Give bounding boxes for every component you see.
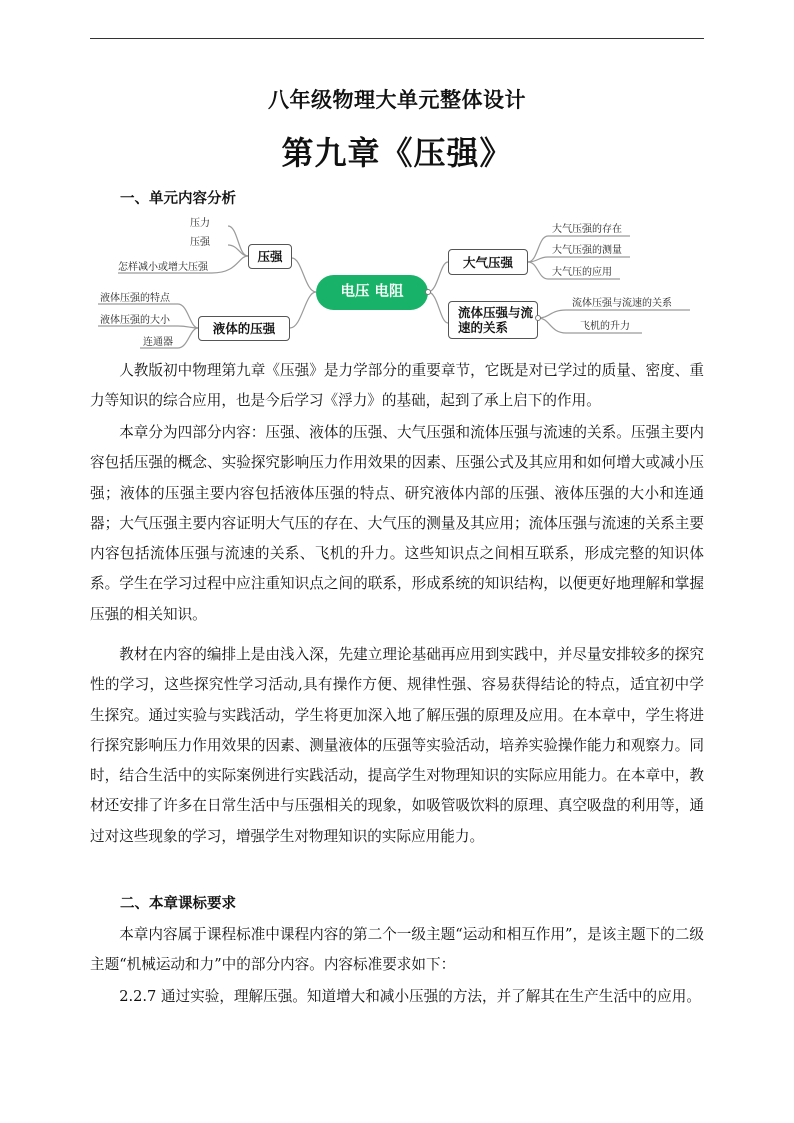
leaf-item: 流体压强与流速的关系 <box>572 298 672 309</box>
connector-dot <box>535 315 541 321</box>
paragraph-standard-item: 2.2.7 通过实验，理解压强。知道增大和减小压强的方法，并了解其在生产生活中的应用。 <box>119 988 701 1005</box>
leaf-item: 大气压的应用 <box>552 267 612 278</box>
branch-pressure: 压强 <box>248 244 292 269</box>
paragraph-intro: 人教版初中物理第九章《压强》是力学部分的重要章节，它既是对已学过的质量、密度、重力等知识的综合应用，也是今后学习《浮力》的基础，起到了承上启下的作用。 <box>90 362 704 410</box>
leaf-item: 液体压强的大小 <box>100 315 170 326</box>
connector-root-pressure <box>292 258 316 292</box>
leaf-item: 液体压强的特点 <box>100 293 170 304</box>
connector-root-atmos <box>428 262 448 292</box>
connector-leaf-8 <box>528 257 630 262</box>
leaf-item: 连通器 <box>143 337 173 348</box>
leaf-item: 压力 <box>190 218 210 229</box>
branch-fluid-line-2: 速的关系 <box>458 320 509 335</box>
section-heading-2: 二、本章课标要求 <box>120 895 236 912</box>
leaf-item: 飞机的升力 <box>580 321 630 332</box>
connector-leaf-1 <box>228 226 248 256</box>
document-title: 八年级物理大单元整体设计 <box>268 87 526 112</box>
leaf-item: 压强 <box>190 237 210 248</box>
paragraph-standard-intro: 本章内容属于课程标准中课程内容的第二个一级主题“运动和相互作用”，是该主题下的二级主题“机械运动和力”中的部分内容。内容标准要求如下： <box>90 926 704 974</box>
branch-fluid-pressure <box>448 301 538 339</box>
branch-liquid-pressure: 液体的压强 <box>198 316 290 341</box>
connector-leaf-10 <box>538 310 690 318</box>
connector-root-fluid <box>428 292 448 323</box>
header-rule <box>90 38 704 39</box>
leaf-item: 大气压强的测量 <box>552 245 622 256</box>
paragraph-arrangement: 教材在内容的编排上是由浅入深，先建立理论基础再应用到实践中，并尽量安排较多的探究性的学习，这些探究性学习活动,具有操作方便、规律性强、容易获得结论的特点，适宜初中学生探究。通过实验与实践活动，学生将更加深入地了解压强的原理及应用。在本章中，学生将进行探究影响压力作用效果的因素、测量液体的压强等实验活动，培养实验操作能力和观察力。同时，结合生活中的实际案例进行实践活动，提高学生对物理知识的实际应用能力。在本章中，教材还安排了许多在日常生活中与压强相关的现象，如吸管吸饮料的原理、真空吸盘的利用等，通过对这些现象的学习，增强学生对物理知识的实际应用能力。 <box>90 646 704 845</box>
section-heading-1: 一、单元内容分析 <box>120 190 236 207</box>
branch-atmospheric-pressure: 大气压强 <box>448 249 528 275</box>
paragraph-structure: 本章分为四部分内容：压强、液体的压强、大气压强和流体压强与流速的关系。压强主要内容包括压强的概念、实验探究影响压力作用效果的因素、压强公式及其应用和如何增大或减小压强；液体的压强主要内容包括液体压强的特点、研究液体内部的压强、液体压强的大小和连通器；大气压强主要内容证明大气压的存在、大气压的测量及其应用；流体压强与流速的关系主要内容包括流体压强与流速的关系、飞机的升力。这些知识点之间相互联系，形成完整的知识体系。学生在学习过程中应注重知识点之间的联系，形成系统的知识结构，以便更好地理解和掌握压强的相关知识。 <box>90 424 704 623</box>
mindmap-root: 电压 电阻 <box>316 275 428 310</box>
branch-fluid-line-1: 流体压强与流 <box>458 305 534 320</box>
mind-map <box>90 208 704 358</box>
chapter-title: 第九章《压强》 <box>281 134 513 172</box>
connector-dot <box>425 289 431 295</box>
connector-root-liquid <box>290 292 316 328</box>
leaf-item: 怎样减小或增大压强 <box>118 262 208 273</box>
leaf-item: 大气压强的存在 <box>552 224 622 235</box>
